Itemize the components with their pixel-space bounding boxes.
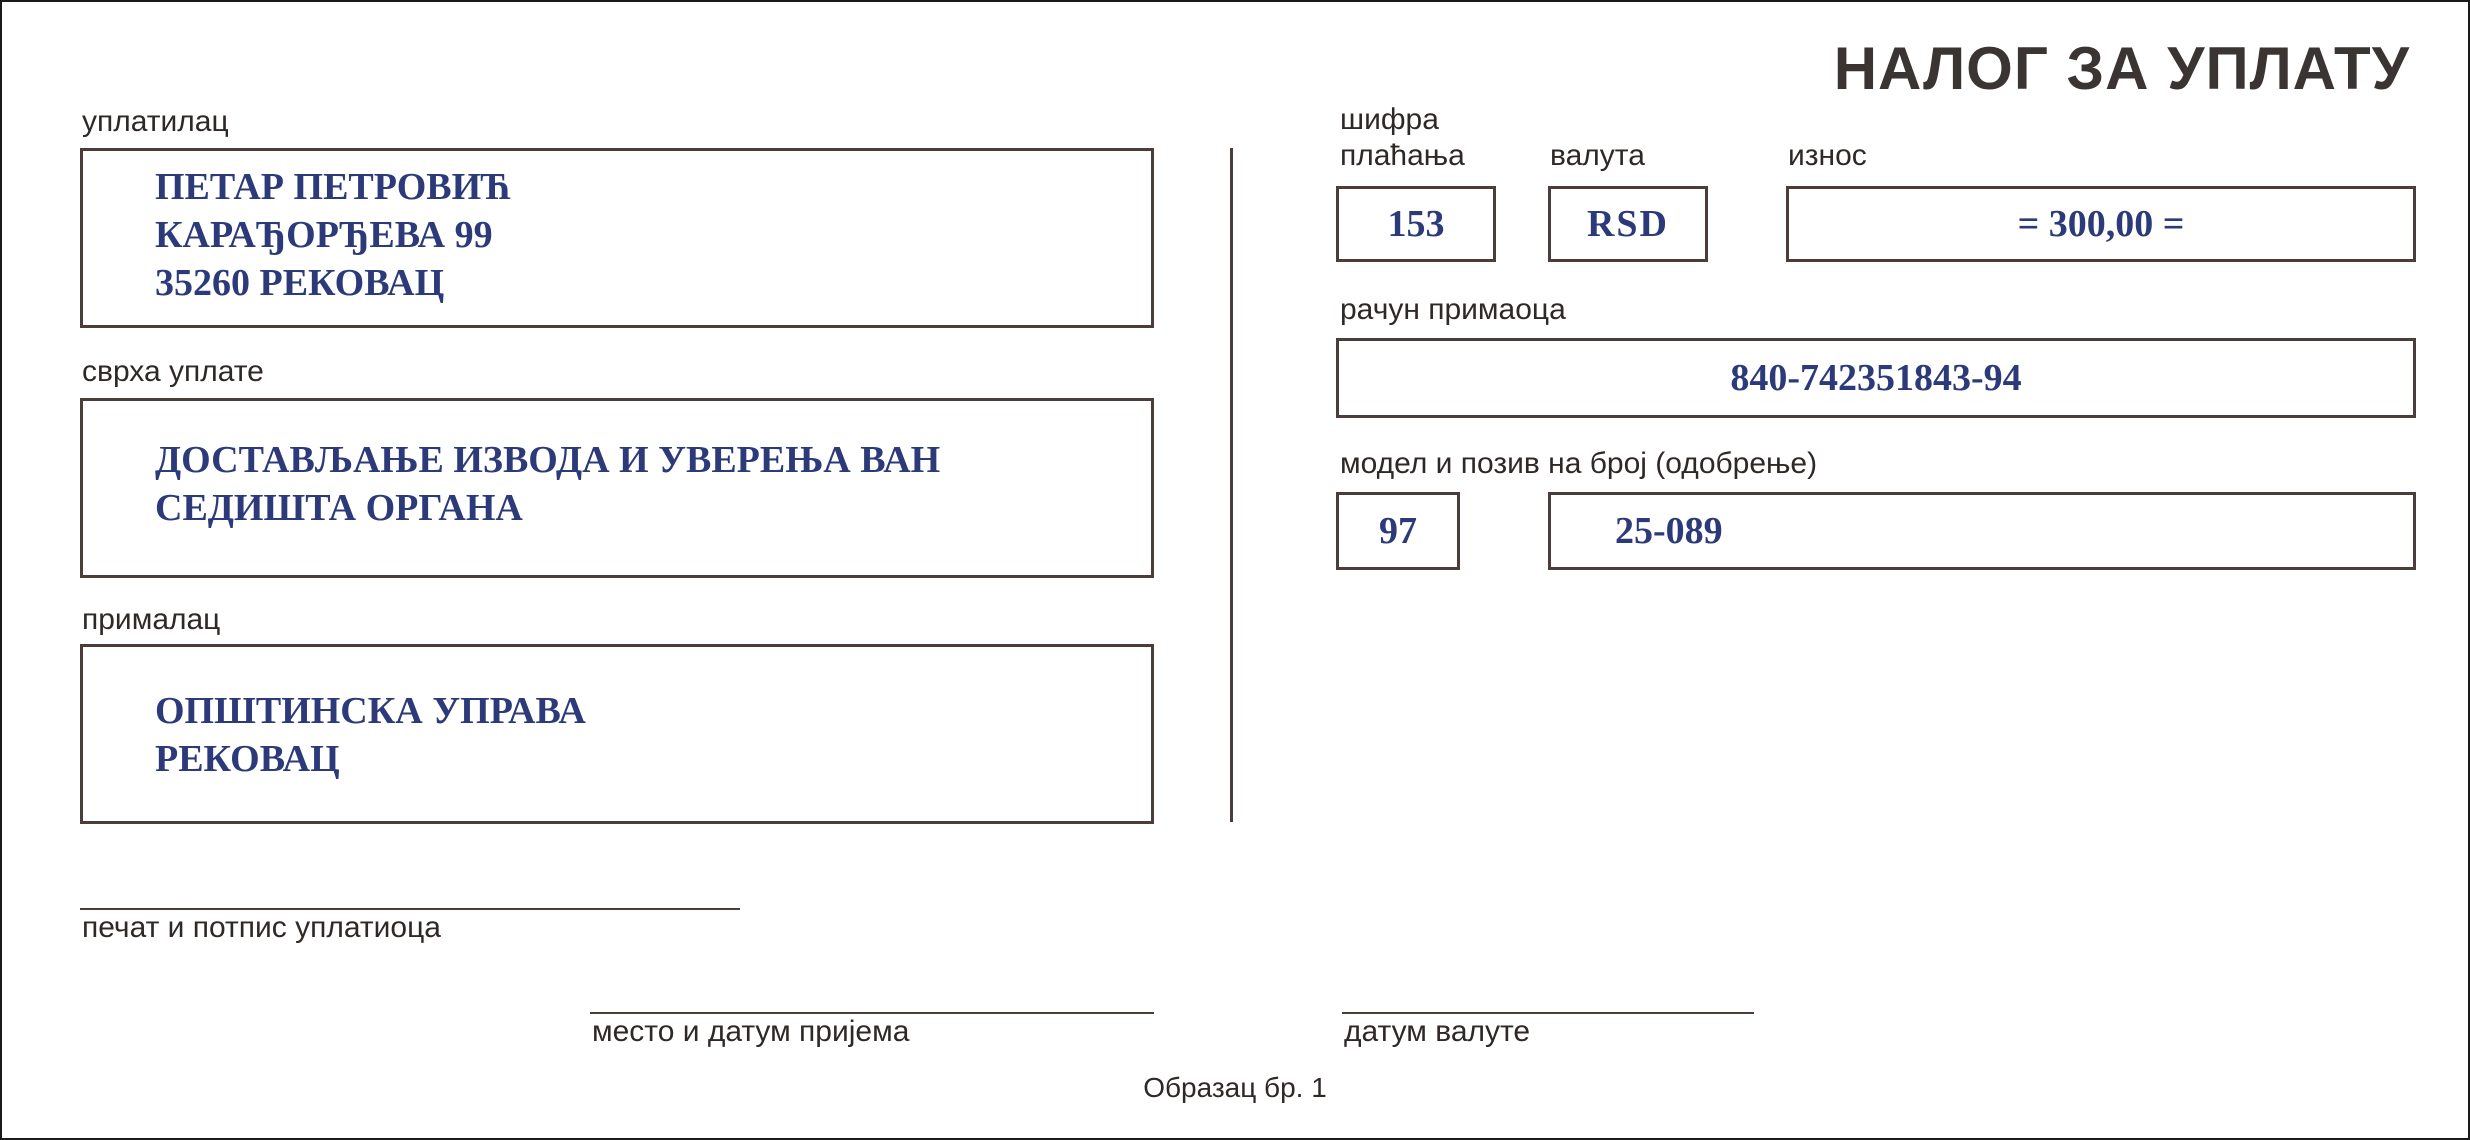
reference-model-field[interactable] <box>1336 492 1460 570</box>
payment-code-field[interactable] <box>1336 186 1496 262</box>
recipient-field[interactable] <box>80 644 1154 824</box>
purpose-label: сврха уплате <box>82 355 264 388</box>
payment-code-value: 153 <box>1387 203 1445 245</box>
recipient-label: прималац <box>82 603 221 636</box>
purpose-line: СЕДИШТА ОРГАНА <box>155 487 523 529</box>
payer-label: уплатилац <box>82 105 229 138</box>
column-divider <box>1230 148 1233 822</box>
form-number: Образац бр. 1 <box>1143 1072 1327 1103</box>
recipient-line: РЕКОВАЦ <box>155 738 340 780</box>
reference-number-value: 25-089 <box>1615 510 1723 552</box>
payer-line: 35260 РЕКОВАЦ <box>155 262 445 304</box>
payer-field[interactable] <box>80 148 1154 328</box>
payment-code-label-line2: плаћања <box>1340 139 1465 172</box>
purpose-field[interactable] <box>80 398 1154 578</box>
amount-label: износ <box>1788 139 1867 172</box>
recipient-line: ОПШТИНСКА УПРАВА <box>155 690 586 732</box>
currency-value: RSD <box>1586 203 1670 245</box>
reference-model-value: 97 <box>1379 510 1417 552</box>
value-date-label: датум валуте <box>1344 1015 1531 1048</box>
payer-line: ПЕТАР ПЕТРОВИЋ <box>155 166 512 208</box>
payment-code-label-line1: шифра <box>1340 103 1439 136</box>
recipient-account-label: рачун примаоца <box>1340 293 1566 326</box>
payer-line: КАРАЂОРЂЕВА 99 <box>155 214 493 256</box>
reference-label: модел и позив на број (одобрење) <box>1340 447 1818 480</box>
reference-number-field[interactable] <box>1548 492 2416 570</box>
payer-signature-label: печат и потпис уплатиоца <box>82 911 441 944</box>
place-date-label: место и датум пријема <box>592 1015 910 1048</box>
currency-field[interactable] <box>1548 186 1708 262</box>
form-title: НАЛОГ ЗА УПЛАТУ <box>1833 35 2410 102</box>
recipient-account-field[interactable] <box>1336 338 2416 418</box>
amount-field[interactable] <box>1786 186 2416 262</box>
recipient-account-value: 840-742351843-94 <box>1730 357 2022 399</box>
amount-value: = 300,00 = <box>2017 203 2185 245</box>
currency-label: валута <box>1550 139 1645 172</box>
purpose-line: ДОСТАВЉАЊЕ ИЗВОДА И УВЕРЕЊА ВАН <box>155 439 941 481</box>
